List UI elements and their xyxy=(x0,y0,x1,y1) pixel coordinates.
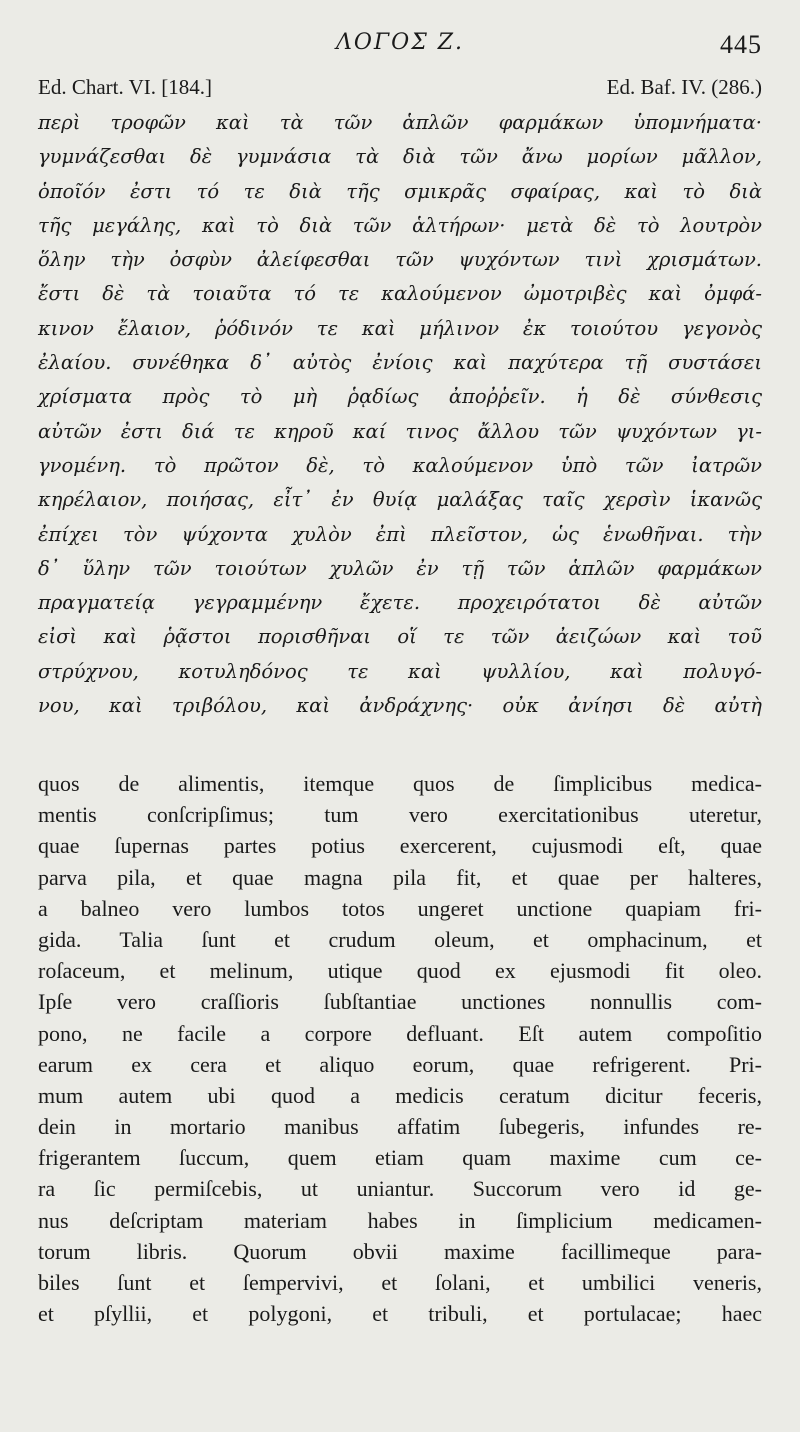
latin-line: a balneo vero lumbos totos ungeret unctione quapiam fri- xyxy=(38,895,762,921)
latin-line: mum autem ubi quod a medicis ceratum dicitur feceris, xyxy=(38,1082,762,1108)
greek-line: εἰσὶ καὶ ῥᾷστοι πορισθῆναι οἵ τε τῶν ἀειζώων καὶ τοῦ xyxy=(38,625,762,649)
latin-line: earum ex cera et aliquo eorum, quae refrigerent. Pri- xyxy=(38,1051,762,1077)
edition-reference-left: Ed. Chart. VI. [184.] xyxy=(38,75,212,99)
greek-line: τῆς μεγάλης, καὶ τὸ διὰ τῶν ἁλτήρων· μετὰ δὲ τὸ λουτρὸν xyxy=(38,213,762,237)
edition-reference-right: Ed. Baf. IV. (286.) xyxy=(606,75,762,99)
greek-line: ὁποῖόν ἐστι τό τε διὰ τῆς σμικρᾶς σφαίρας, καὶ τὸ διὰ xyxy=(38,179,762,203)
latin-line: ra ſic permiſcebis, ut uniantur. Succorum vero id ge- xyxy=(38,1176,762,1202)
running-title: ΛΟΓΟΣ Ζ. xyxy=(335,30,465,55)
latin-line: parva pila, et quae magna pila fit, et quae per halteres, xyxy=(38,864,762,890)
latin-text-block xyxy=(38,768,762,1329)
greek-line: ἐπίχει τὸν ψύχοντα χυλὸν ἐπὶ πλεῖστον, ὡς ἑνωθῆναι. τὴν xyxy=(38,522,762,546)
latin-line: biles ſunt et ſempervivi, et ſolani, et umbilici veneris, xyxy=(38,1270,762,1295)
greek-line: κινον ἔλαιον, ῥόδινόν τε καὶ μήλινον ἐκ τοιούτου γεγονὸς xyxy=(38,316,762,340)
latin-line: torum libris. Quorum obvii maxime facillimeque para- xyxy=(38,1238,762,1264)
greek-line: δ᾽ ὕλην τῶν τοιούτων χυλῶν ἐν τῇ τῶν ἁπλῶν φαρμάκων xyxy=(38,556,762,580)
greek-line: γυμνάζεσθαι δὲ γυμνάσια τὰ διὰ τῶν ἄνω μορίων μᾶλλον, xyxy=(38,145,762,169)
greek-line: χρίσματα πρὸς τὸ μὴ ῥᾳδίως ἀποῤῥεῖν. ἡ δὲ σύνθεσις xyxy=(38,385,762,409)
greek-line: αὐτῶν ἐστι διά τε κηροῦ καί τινος ἄλλου τῶν ψυχόντων γι- xyxy=(38,419,762,443)
latin-line: dein in mortario manibus affatim ſubegeris, infundes re- xyxy=(38,1114,762,1140)
greek-line: στρύχνου, κοτυληδόνος τε καὶ ψυλλίου, καὶ πολυγό- xyxy=(38,659,762,683)
latin-line: quos de alimentis, itemque quos de ſimplicibus medica- xyxy=(38,771,762,796)
greek-line: κηρέλαιον, ποιήσας, εἶτ᾽ ἐν θυίᾳ μαλάξας ταῖς χερσὶν ἱκανῶς xyxy=(38,488,762,512)
greek-line: νου, καὶ τριβόλου, καὶ ἀνδράχνης· οὐκ ἀνίησι δὲ αὐτὴ xyxy=(38,694,762,718)
latin-line: mentis conſcripſimus; tum vero exercitationibus uteretur, xyxy=(38,802,762,828)
greek-line: περὶ τροφῶν καὶ τὰ τῶν ἁπλῶν φαρμάκων ὑπομνήματα· xyxy=(38,111,762,134)
latin-line: gida. Talia ſunt et crudum oleum, et omphacinum, et xyxy=(38,926,762,952)
latin-line: quae ſupernas partes potius exercerent, cujusmodi eſt, quae xyxy=(38,833,762,859)
latin-line: et pſyllii, et polygoni, et tribuli, et portulacae; haec xyxy=(38,1301,762,1327)
page-number: 445 xyxy=(720,30,762,59)
greek-line: ἔστι δὲ τὰ τοιαῦτα τό τε καλούμενον ὠμοτριβὲς καὶ ὀμφά- xyxy=(38,282,762,306)
greek-line: ὅλην τὴν ὀσφὺν ἀλείφεσθαι τῶν ψυχόντων τινὶ χρισμάτων. xyxy=(38,248,762,272)
latin-line: nus deſcriptam materiam habes in ſimplicium medicamen- xyxy=(38,1207,762,1233)
latin-line: frigerantem ſuccum, quem etiam quam maxime cum ce- xyxy=(38,1145,762,1171)
greek-line: πραγματείᾳ γεγραμμένην ἔχετε. προχειρότατοι δὲ αὐτῶν xyxy=(38,591,762,615)
latin-line: pono, ne facile a corpore defluant. Eſt autem compoſitio xyxy=(38,1020,762,1046)
latin-line: Ipſe vero craſſioris ſubſtantiae unctiones nonnullis com- xyxy=(38,989,762,1015)
greek-line: ἐλαίου. συνέθηκα δ᾽ αὐτὸς ἐνίοις καὶ παχύτερα τῇ συστάσει xyxy=(38,351,762,375)
greek-text-block xyxy=(38,106,762,723)
greek-line: γνομένη. τὸ πρῶτον δὲ, τὸ καλούμενον ὑπὸ τῶν ἰατρῶν xyxy=(38,453,762,477)
latin-line: roſaceum, et melinum, utique quod ex ejusmodi fit oleo. xyxy=(38,958,762,984)
